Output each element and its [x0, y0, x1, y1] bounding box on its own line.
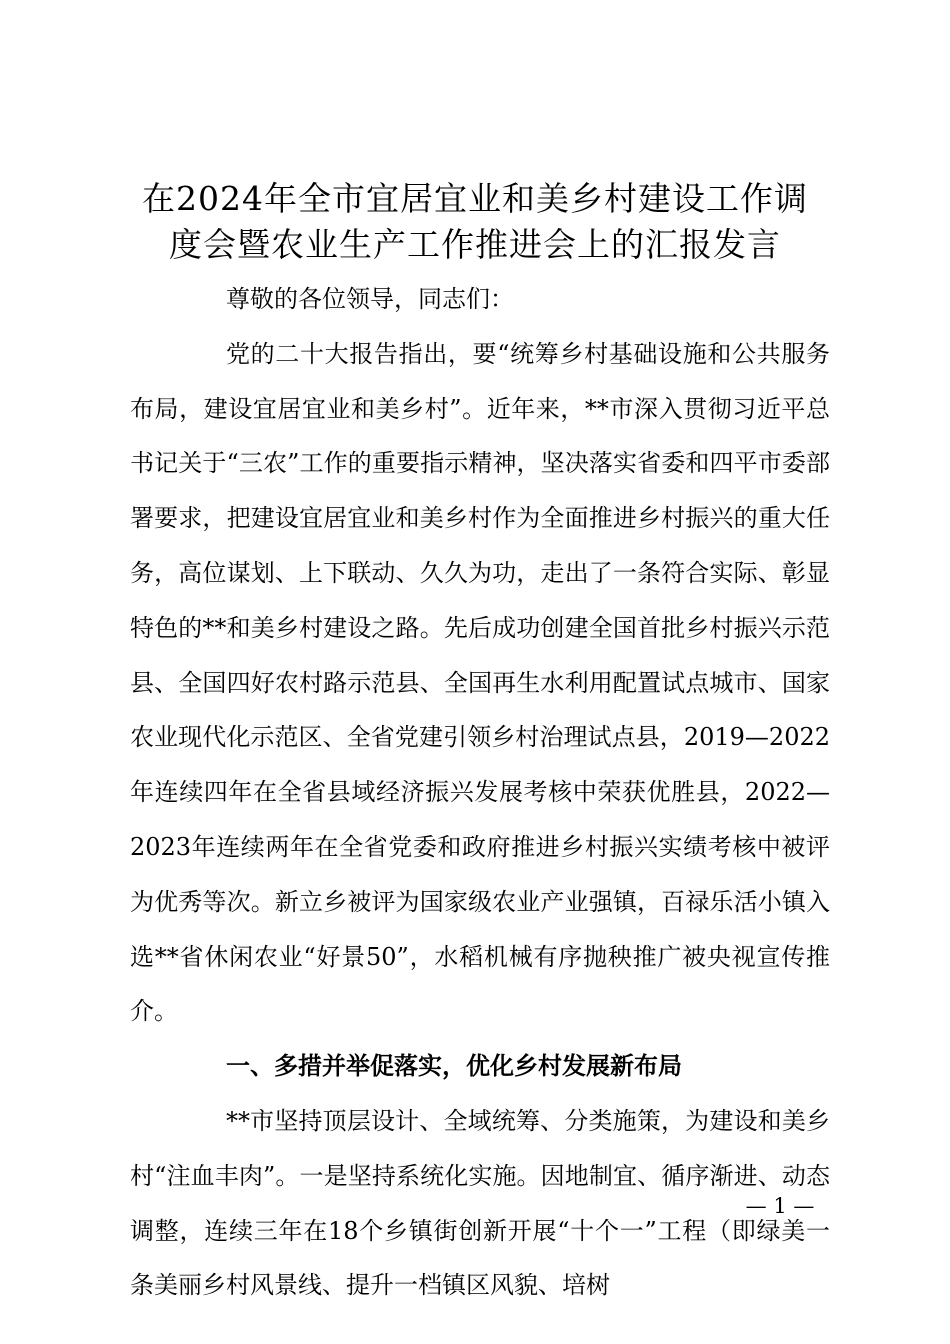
- document-body: [130, 272, 830, 1313]
- title-line-2: 度会暨农业生产工作推进会上的汇报发言: [169, 225, 781, 264]
- document-title: [120, 176, 830, 268]
- section-paragraph: **市坚持顶层设计、全域统筹、分类施策，为建设和美乡村“注血丰肉”。一是坚持系统化实施。因地制宜、循序渐进、动态调整，连续三年在18个乡镇街创新开展“十个一”工程（即绿美一条美丽乡村风景线、提升一档镇区风貌、培树: [130, 1106, 830, 1300]
- salutation: 尊敬的各位领导，同志们：: [226, 285, 514, 313]
- section-heading: 一、多措并举促落实，优化乡村发展新布局: [226, 1052, 682, 1081]
- title-line-1: 在2024年全市宜居宜业和美乡村建设工作调: [142, 179, 808, 218]
- page-number: — 1 —: [745, 1194, 815, 1218]
- intro-paragraph: 党的二十大报告指出，要“统筹乡村基础设施和公共服务布局，建设宜居宜业和美乡村”。近年来，**市深入贯彻习近平总书记关于“三农”工作的重要指示精神，坚决落实省委和四平市委部署要求，把建设宜居宜业和美乡村作为全面推进乡村振兴的重大任务，高位谋划、上下联动、久久为功，走出了一条符合实际、彰显特色的**和美乡村建设之路。先后成功创建全国首批乡村振兴示范县、全国四好农村路示范县、全国再生水利用配置试点城市、国家农业现代化示范区、全省党建引领乡村治理试点县，2019—2022年连续四年在全省县域经济振兴发展考核中荣获优胜县，2022—2023年连续两年在全省党委和政府推进乡村振兴实绩考核中被评为优秀等次。新立乡被评为国家级农业产业强镇，百禄乐活小镇入选**省休闲农业“好景50”，水稻机械有序抛秧推广被央视宣传推介。: [130, 339, 830, 1026]
